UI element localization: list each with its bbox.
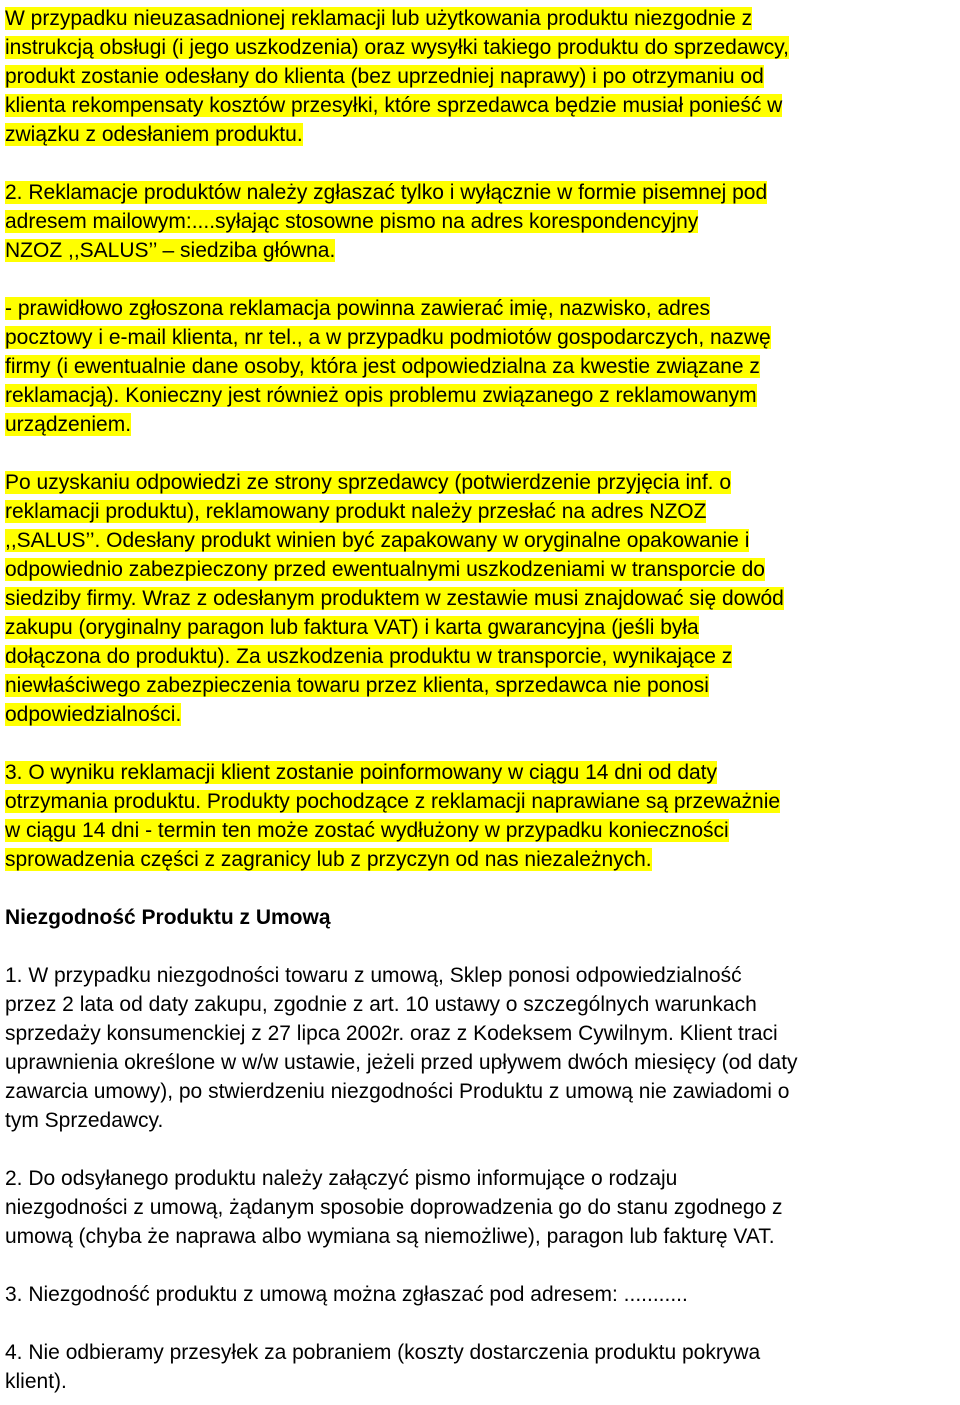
paragraph-complaint-result xyxy=(5,758,957,874)
text-line: sprowadzenia części z zagranicy lub z przyczyn od nas niezależnych. xyxy=(5,848,652,871)
text-line: 4. Nie odbieramy przesyłek za pobraniem (koszty dostarczenia produktu pokrywa xyxy=(5,1341,761,1364)
text-line: zawarcia umowy), po stwierdzeniu niezgodności Produktu z umową nie zawiadomi o xyxy=(5,1080,790,1103)
text-line: - prawidłowo zgłoszona reklamacja powinna zawierać imię, nazwisko, adres xyxy=(5,297,710,320)
paragraph-required-documents xyxy=(5,1164,957,1251)
text-line: instrukcją obsługi (i jego uszkodzenia) oraz wysyłki takiego produktu do sprzedawcy, xyxy=(5,36,789,59)
text-line: NZOZ ,,SALUS’’ – siedziba główna. xyxy=(5,239,336,262)
text-line: umową (chyba że naprawa albo wymiana są niemożliwe), paragon lub fakturę VAT. xyxy=(5,1225,775,1248)
text-line: klienta rekompensaty kosztów przesyłki, które sprzedawca będzie musiał ponieść w xyxy=(5,94,783,117)
text-line: związku z odesłaniem produktu. xyxy=(5,123,303,146)
heading-nonconformity: Niezgodność Produktu z Umową xyxy=(5,906,331,929)
text-line: sprzedaży konsumenckiej z 27 lipca 2002r. oraz z Kodeksem Cywilnym. Klient traci xyxy=(5,1022,778,1045)
paragraph-cod-policy xyxy=(5,1338,957,1396)
text-line: 1. W przypadku niezgodności towaru z umową, Sklep ponosi odpowiedzialność xyxy=(5,964,742,987)
paragraph-complaint-contents xyxy=(5,294,957,439)
text-line: zakupu (oryginalny paragon lub faktura VAT) i karta gwarancyjna (jeśli była xyxy=(5,616,699,639)
text-line: 2. Reklamacje produktów należy zgłaszać tylko i wyłącznie w formie pisemnej pod xyxy=(5,181,768,204)
text-line: 3. O wyniku reklamacji klient zostanie poinformowany w ciągu 14 dni od daty xyxy=(5,761,718,784)
paragraph-complaint-submission xyxy=(5,178,957,265)
text-line: adresem mailowym:....syłając stosowne pismo na adres korespondencyjny xyxy=(5,210,699,233)
text-line: niewłaściwego zabezpieczenia towaru przez klienta, sprzedawca nie ponosi xyxy=(5,674,709,697)
text-line: urządzeniem. xyxy=(5,413,132,436)
paragraph-shipping-instructions xyxy=(5,468,957,729)
text-line: uprawnienia określone w w/w ustawie, jeżeli przed upływem dwóch miesięcy (od daty xyxy=(5,1051,798,1074)
text-line: niezgodności z umową, żądanym sposobie doprowadzenia go do stanu zgodnego z xyxy=(5,1196,783,1219)
text-line: tym Sprzedawcy. xyxy=(5,1109,164,1132)
text-line: Po uzyskaniu odpowiedzi ze strony sprzedawcy (potwierdzenie przyjęcia inf. o xyxy=(5,471,732,494)
text-line: dołączona do produktu). Za uszkodzenia produktu w transporcie, wynikające z xyxy=(5,645,733,668)
text-line: 3. Niezgodność produktu z umową można zgłaszać pod adresem: ........... xyxy=(5,1283,688,1306)
text-line: produkt zostanie odesłany do klienta (bez uprzedniej naprawy) i po otrzymaniu od xyxy=(5,65,764,88)
text-line: siedziby firmy. Wraz z odesłanym produktem w zestawie musi znajdować się dowód xyxy=(5,587,784,610)
paragraph-seller-liability xyxy=(5,961,957,1135)
text-line: firmy (i ewentualnie dane osoby, która jest odpowiedzialna za kwestie związane z xyxy=(5,355,760,378)
text-line: przez 2 lata od daty zakupu, zgodnie z art. 10 ustawy o szczególnych warunkach xyxy=(5,993,757,1016)
section-heading xyxy=(5,903,957,932)
text-line: reklamacją). Konieczny jest również opis problemu związanego z reklamowanym xyxy=(5,384,757,407)
text-line: W przypadku nieuzasadnionej reklamacji lub użytkowania produktu niezgodnie z xyxy=(5,7,753,30)
document-page xyxy=(5,4,957,1396)
text-line: 2. Do odsyłanego produktu należy załączyć pismo informujące o rodzaju xyxy=(5,1167,678,1190)
text-line: otrzymania produktu. Produkty pochodzące z reklamacji naprawiane są przeważnie xyxy=(5,790,781,813)
text-line: ,,SALUS’’. Odesłany produkt winien być zapakowany w oryginalne opakowanie i xyxy=(5,529,750,552)
text-line: w ciągu 14 dni - termin ten może zostać wydłużony w przypadku konieczności xyxy=(5,819,729,842)
text-line: odpowiedzialności. xyxy=(5,703,182,726)
text-line: reklamacji produktu), reklamowany produkt należy przesłać na adres NZOZ xyxy=(5,500,707,523)
text-line: odpowiednio zabezpieczony przed ewentualnymi uszkodzeniami w transporcie do xyxy=(5,558,765,581)
text-line: pocztowy i e-mail klienta, nr tel., a w przypadku podmiotów gospodarczych, nazwę xyxy=(5,326,771,349)
paragraph-report-address xyxy=(5,1280,957,1309)
paragraph-unjustified-complaint xyxy=(5,4,957,149)
text-line: klient). xyxy=(5,1370,67,1393)
